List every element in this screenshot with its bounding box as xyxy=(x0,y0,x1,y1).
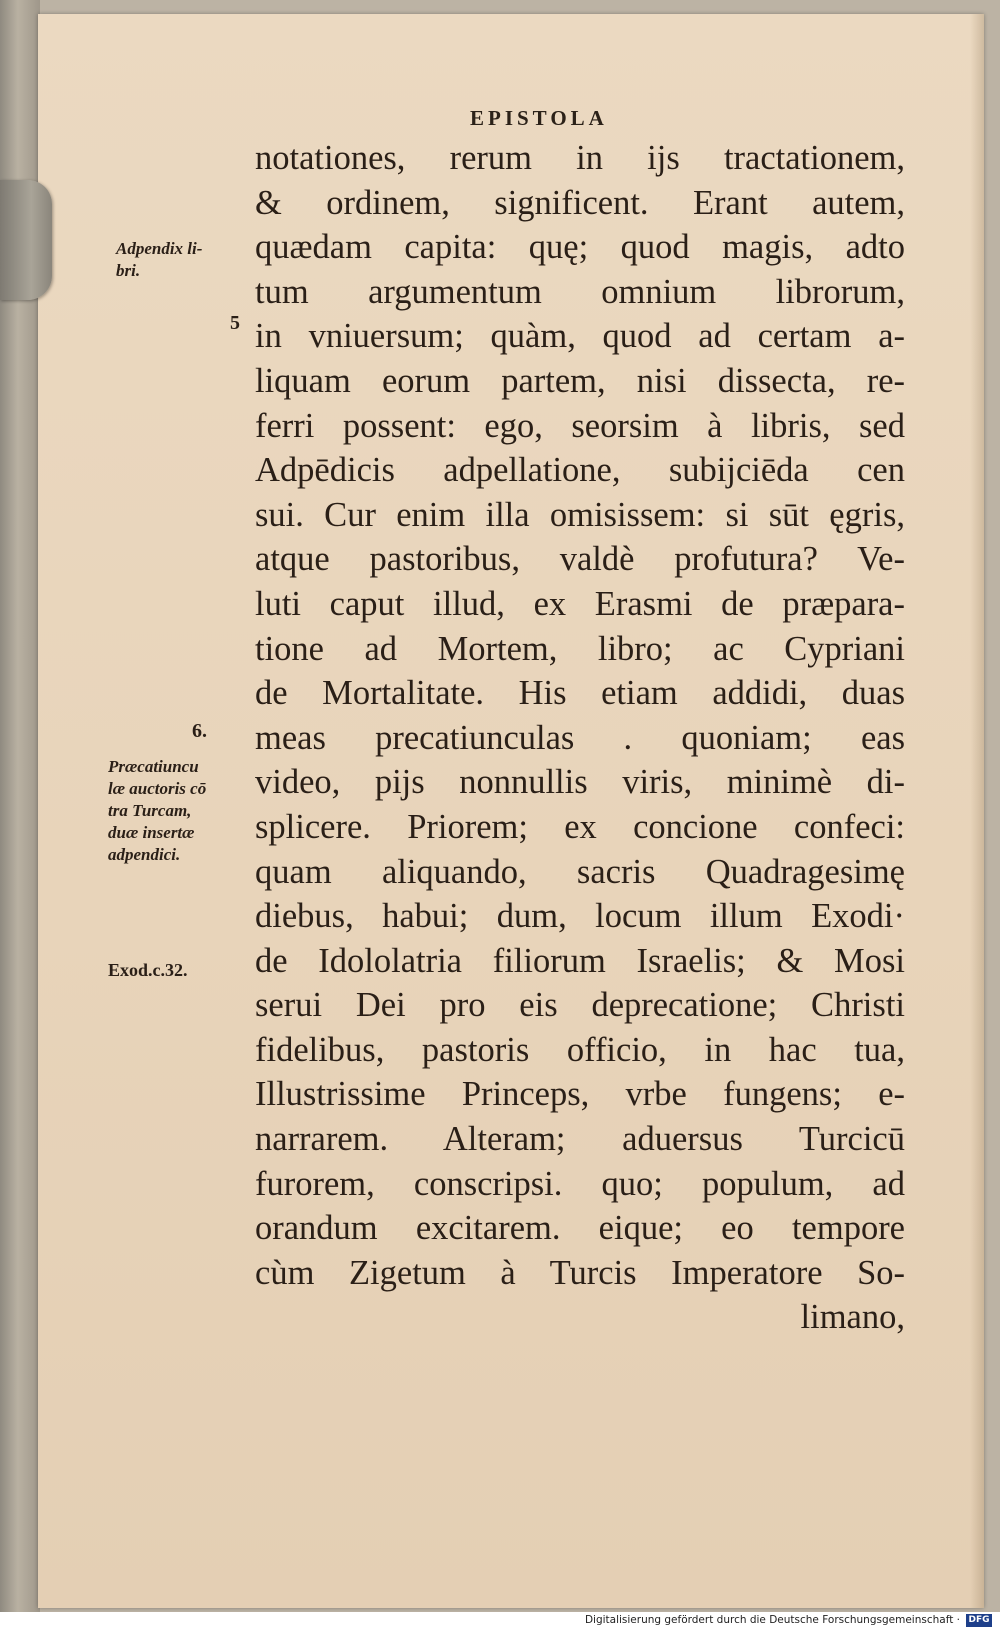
margin-note-line: Adpendix li- xyxy=(116,239,203,258)
text-line: Adpēdicis adpellatione, subijciēda cen xyxy=(255,451,905,490)
text-line: cùm Zigetum à Turcis Imperatore So- xyxy=(255,1253,905,1292)
text-line: narrarem. Alteram; aduersus Turcicū xyxy=(255,1120,905,1159)
text-line: furorem, conscripsi. quo; populum, ad xyxy=(255,1164,905,1203)
margin-number-5: 5 xyxy=(230,312,240,334)
margin-note-line: læ auctoris cō xyxy=(108,779,207,798)
dfg-logo: DFG xyxy=(966,1614,992,1627)
body-text xyxy=(255,136,905,1340)
footer-credit: Digitalisierung gefördert durch die Deutsche Forschungsgemeinschaft · xyxy=(584,1614,960,1626)
margin-note-precatiunculae xyxy=(108,756,206,866)
margin-note-exodus-reference: Exod.c.32. xyxy=(108,960,188,980)
text-line: atque pastoribus, valdè profutura? Ve- xyxy=(255,540,905,579)
text-line: quam aliquando, sacris Quadragesimę xyxy=(255,852,905,891)
text-line: ferri possent: ego, seorsim à libris, sed xyxy=(255,406,905,445)
text-line: luti caput illud, ex Erasmi de præpara- xyxy=(255,584,905,623)
margin-number-6: 6. xyxy=(192,720,207,742)
margin-note-line: bri. xyxy=(116,261,141,280)
text-line: de Idololatria filiorum Israelis; & Mosi xyxy=(255,941,905,980)
text-line: sui. Cur enim illa omisissem: si sūt ęgris, xyxy=(255,495,905,534)
text-line: tione ad Mortem, libro; ac Cypriani xyxy=(255,629,905,668)
text-line: notationes, rerum in ijs tractationem, xyxy=(255,139,905,177)
margin-note-line: adpendici. xyxy=(108,845,181,864)
text-line: meas precatiunculas . quoniam; eas xyxy=(255,718,905,757)
margin-note-adpendix xyxy=(116,238,202,282)
text-line: serui Dei pro eis deprecatione; Christi xyxy=(255,986,905,1025)
page-edge-shadow xyxy=(970,14,984,1608)
margin-note-line: Præcatiuncu xyxy=(108,757,199,776)
book-clasp xyxy=(0,180,52,300)
text-line: de Mortalitate. His etiam addidi, duas xyxy=(255,674,905,713)
text-line: & ordinem, significent. Erant autem, xyxy=(255,183,905,222)
text-line: Illustrissime Princeps, vrbe fungens; e- xyxy=(255,1075,905,1114)
text-line: liquam eorum partem, nisi dissecta, re- xyxy=(255,361,905,400)
text-line: orandum excitarem. eique; eo tempore xyxy=(255,1209,905,1248)
text-line: diebus, habui; dum, locum illum Exodi· xyxy=(255,897,905,936)
margin-note-line: duæ insertæ xyxy=(108,823,195,842)
margin-note-line: tra Turcam, xyxy=(108,801,192,820)
text-line: tum argumentum omnium librorum, xyxy=(255,272,905,311)
text-line: fidelibus, pastoris officio, in hac tua, xyxy=(255,1030,905,1069)
running-title: EPISTOLA xyxy=(470,106,608,130)
text-line: in vniuersum; quàm, quod ad certam a- xyxy=(255,317,905,356)
text-line: splicere. Priorem; ex concione confeci: xyxy=(255,807,905,846)
text-line: quædam capita: quę; quod magis, adto xyxy=(255,228,905,267)
text-line-catchword: limano, xyxy=(800,1298,905,1337)
text-line: video, pijs nonnullis viris, minimè di- xyxy=(255,763,905,802)
